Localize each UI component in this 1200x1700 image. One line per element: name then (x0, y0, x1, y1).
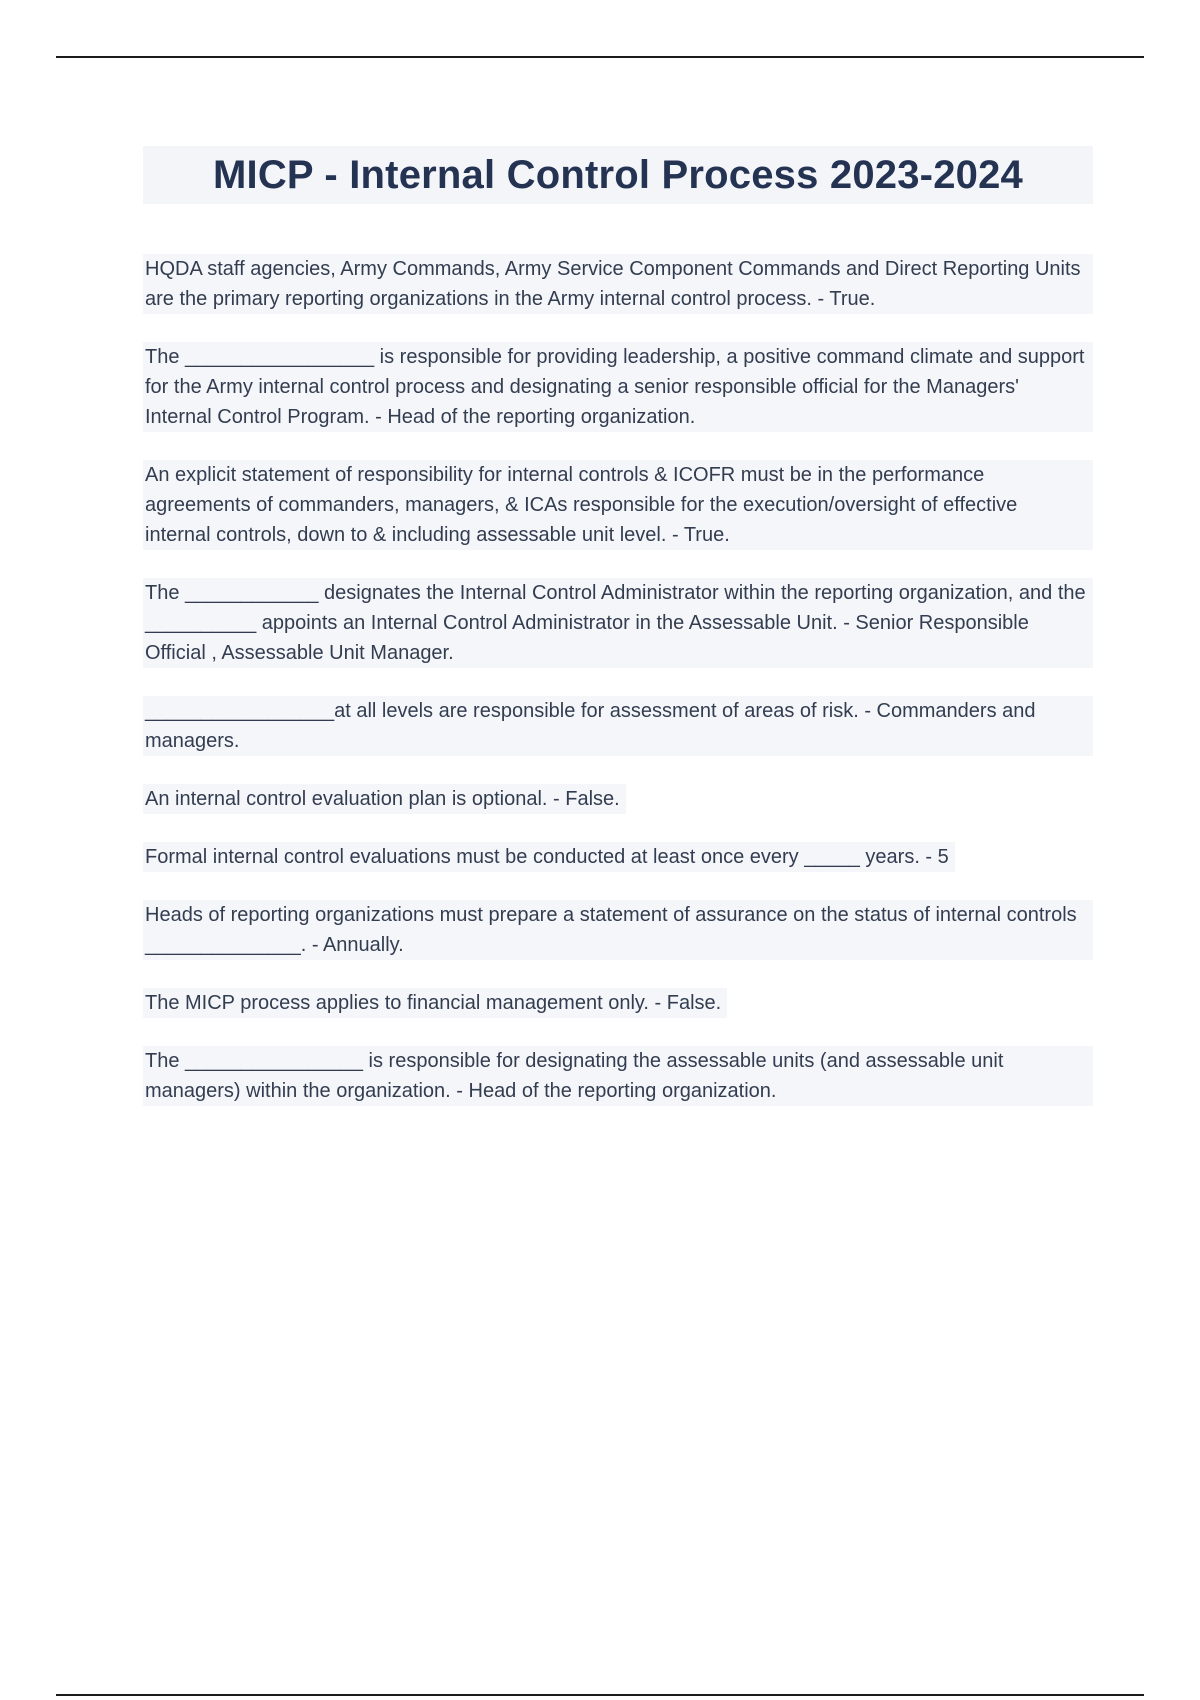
qa-item-6: An internal control evaluation plan is optional. - False. (143, 784, 626, 814)
qa-item-1: HQDA staff agencies, Army Commands, Army Service Component Commands and Direct Reporting Units are the primary reporting organizations in the Army internal control process. - True. (143, 254, 1093, 314)
page-title: MICP - Internal Control Process 2023-2024 (213, 152, 1023, 197)
qa-item-2: The _________________ is responsible for providing leadership, a positive command climate and support for the Army internal control process and designating a senior responsible official for the Managers' Internal Control Program. - Head of the reporting organization. (143, 342, 1093, 432)
qa-item-8: Heads of reporting organizations must prepare a statement of assurance on the status of internal controls ______________. - Annually. (143, 900, 1093, 960)
qa-item-7: Formal internal control evaluations must be conducted at least once every _____ years. - 5 (143, 842, 955, 872)
bottom-rule (56, 1694, 1144, 1696)
top-rule (56, 56, 1144, 58)
qa-item-3: An explicit statement of responsibility for internal controls & ICOFR must be in the performance agreements of commanders, managers, & ICAs responsible for the execution/oversight of effective internal controls, down to & including assessable unit level. - True. (143, 460, 1093, 550)
qa-item-5: _________________at all levels are responsible for assessment of areas of risk. - Commanders and managers. (143, 696, 1093, 756)
title-band (143, 146, 1093, 204)
qa-item-4: The ____________ designates the Internal Control Administrator within the reporting organization, and the __________ appoints an Internal Control Administrator in the Assessable Unit. - Senior Responsible Official , Assessable Unit Manager. (143, 578, 1093, 668)
qa-item-10: The ________________ is responsible for designating the assessable units (and assessable unit managers) within the organization. - Head of the reporting organization. (143, 1046, 1093, 1106)
qa-item-9: The MICP process applies to financial management only. - False. (143, 988, 727, 1018)
qa-list (143, 254, 1093, 1136)
